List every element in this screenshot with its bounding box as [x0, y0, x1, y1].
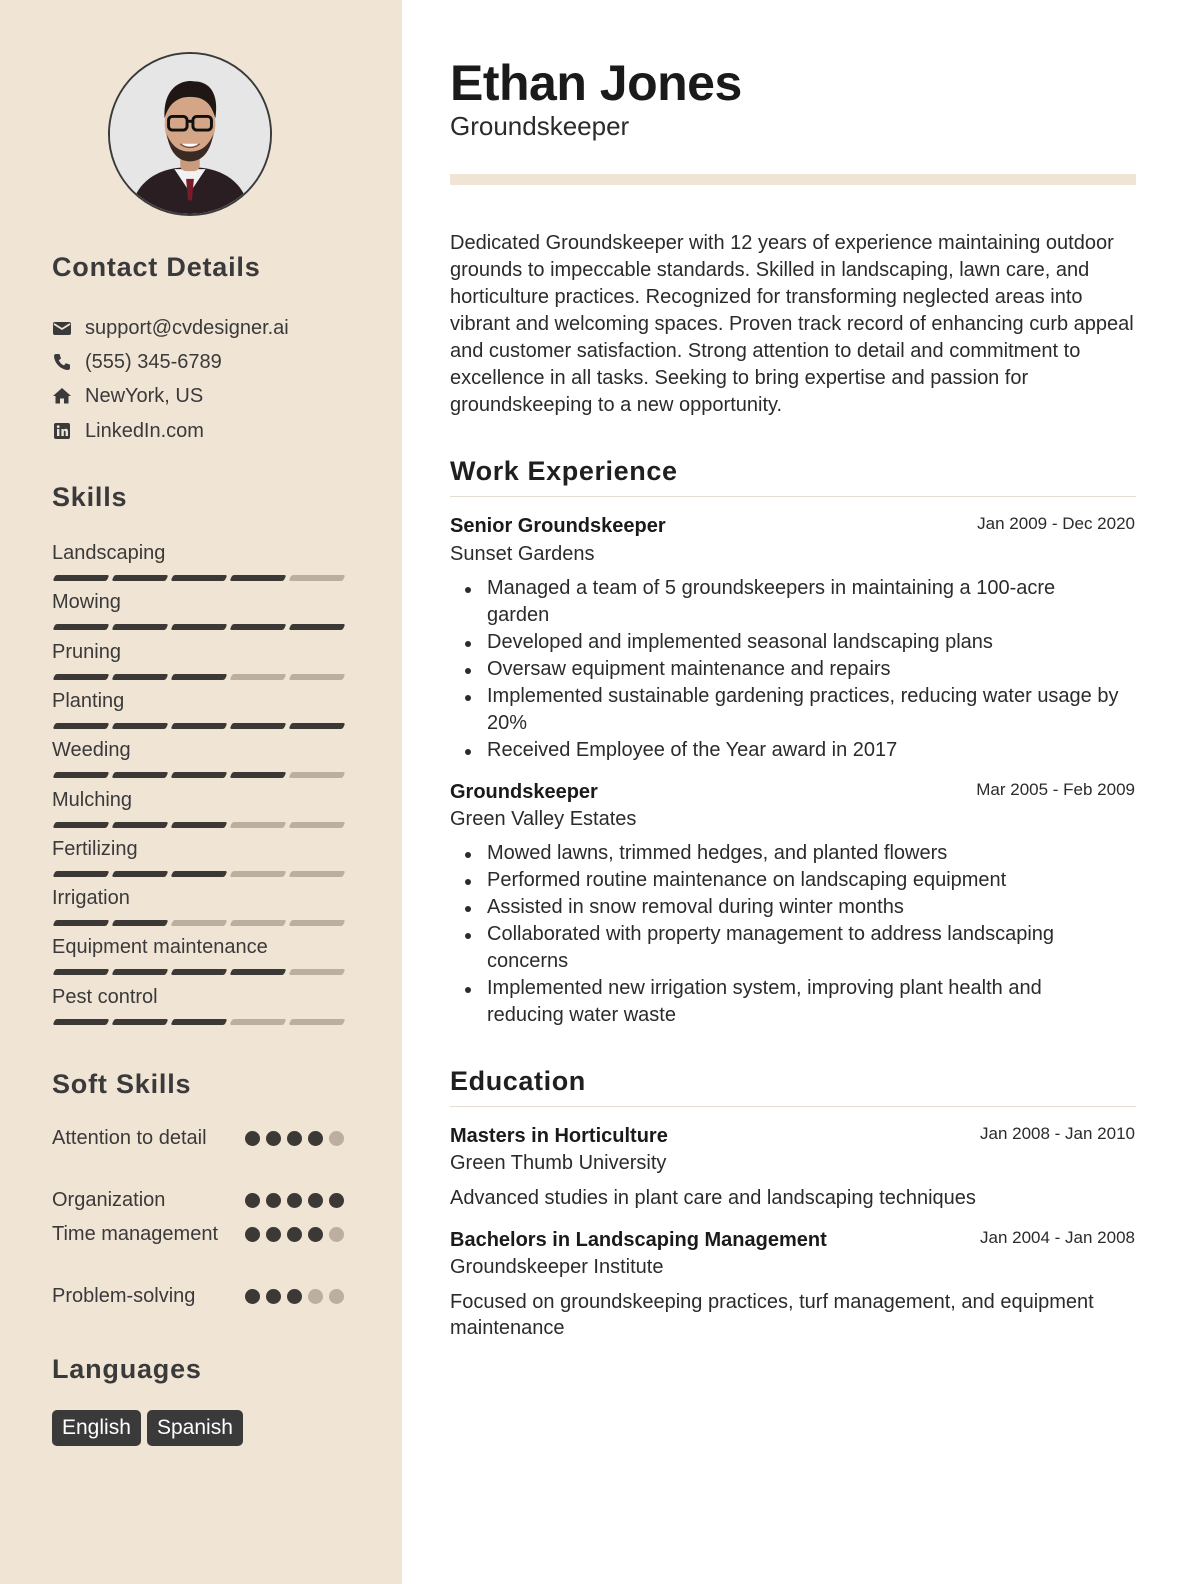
- skill-level-segment: [171, 822, 228, 828]
- list-item: Implemented sustainable gardening practices, reducing water usage by 20%: [450, 683, 1120, 737]
- skill-level-segment: [53, 674, 110, 680]
- skill-level-segment: [112, 1019, 169, 1025]
- list-item: Developed and implemented seasonal landscaping plans: [450, 629, 1120, 656]
- skill-level-segment: [230, 723, 287, 729]
- degree-title-1: Masters in Horticulture: [450, 1125, 668, 1147]
- soft-skill-name: Problem-solving: [52, 1285, 196, 1307]
- job-dates-1: Jan 2009 - Dec 2020: [977, 514, 1135, 533]
- skill-level-bars: [54, 723, 346, 729]
- candidate-name: Ethan Jones: [450, 55, 742, 111]
- skill-level-bars: [54, 969, 346, 975]
- candidate-title: Groundskeeper: [450, 111, 630, 141]
- work-experience-divider: [450, 496, 1136, 497]
- skill-level-segment: [289, 871, 346, 877]
- list-item: Mowed lawns, trimmed hedges, and planted flowers: [450, 840, 1120, 867]
- skill-level-segment: [112, 723, 169, 729]
- soft-skill-name: Attention to detail: [52, 1127, 207, 1149]
- contact-location: [52, 383, 203, 409]
- skill-level-segment: [289, 772, 346, 778]
- skill-row: [52, 935, 348, 959]
- rating-dot: [245, 1193, 260, 1208]
- profile-summary: Dedicated Groundskeeper with 12 years of experience maintaining outdoor grounds to impeccable standards. Skilled in landscaping, lawn care, and horticulture practices. Recognized for transforming neglected areas into vibrant and welcoming spaces. Proven track record of enhancing curb appeal and customer satisfaction. Strong attention to detail and commitment to excellence in all tasks. Seeking to bring expertise and passion for groundskeeping to a new opportunity.: [450, 232, 1134, 416]
- envelope-icon: [52, 318, 72, 338]
- soft-skill-row: [52, 1187, 352, 1213]
- skill-row: [52, 837, 348, 861]
- skill-level-segment: [112, 624, 169, 630]
- avatar: [108, 52, 272, 216]
- skill-level-segment: [171, 723, 228, 729]
- rating-dot: [245, 1289, 260, 1304]
- job-title-2: Groundskeeper: [450, 781, 598, 803]
- rating-dot: [329, 1227, 344, 1242]
- rating-dot: [287, 1193, 302, 1208]
- education-divider: [450, 1106, 1136, 1107]
- contact-location-text: NewYork, US: [85, 384, 204, 407]
- job-bullets-1: [450, 575, 1120, 764]
- list-item: Oversaw equipment maintenance and repairs: [450, 656, 1120, 683]
- rating-dot: [308, 1193, 323, 1208]
- rating-dot: [266, 1289, 281, 1304]
- skill-name: Fertilizing: [52, 838, 138, 860]
- skill-level-segment: [289, 575, 346, 581]
- skill-level-segment: [171, 1019, 228, 1025]
- skill-level-bars: [54, 871, 346, 877]
- job-title-1: Senior Groundskeeper: [450, 515, 666, 537]
- soft-skill-row: [52, 1221, 352, 1247]
- skill-name: Pest control: [52, 986, 158, 1008]
- list-item: Performed routine maintenance on landscaping equipment: [450, 867, 1120, 894]
- list-item: Assisted in snow removal during winter months: [450, 894, 1120, 921]
- skill-level-bars: [54, 920, 346, 926]
- skills-heading: Skills: [52, 482, 128, 512]
- rating-dot: [266, 1131, 281, 1146]
- skill-row: [52, 689, 348, 713]
- soft-skill-row: [52, 1283, 352, 1309]
- skill-level-segment: [171, 871, 228, 877]
- skill-level-segment: [289, 822, 346, 828]
- skill-level-bars: [54, 575, 346, 581]
- skill-level-segment: [289, 723, 346, 729]
- skill-level-segment: [53, 624, 110, 630]
- skill-name: Irrigation: [52, 887, 130, 909]
- skill-name: Landscaping: [52, 542, 166, 564]
- skill-level-segment: [289, 674, 346, 680]
- skill-row: [52, 985, 348, 1009]
- skill-level-segment: [230, 674, 287, 680]
- skill-level-segment: [230, 575, 287, 581]
- skill-name: Equipment maintenance: [52, 936, 268, 958]
- rating-dot: [308, 1289, 323, 1304]
- skill-level-segment: [230, 871, 287, 877]
- sidebar: [0, 0, 402, 1584]
- rating-dot: [308, 1227, 323, 1242]
- skill-name: Mulching: [52, 789, 133, 811]
- skill-row: [52, 886, 348, 910]
- skill-row: [52, 541, 348, 565]
- contact-phone-text: (555) 345-6789: [85, 350, 222, 373]
- rating-dot: [287, 1227, 302, 1242]
- job-dates-2: Mar 2005 - Feb 2009: [976, 780, 1135, 799]
- rating-dot: [287, 1131, 302, 1146]
- skill-level-segment: [230, 822, 287, 828]
- degree-description-2: Focused on groundskeeping practices, turf management, and equipment maintenance: [450, 1291, 1094, 1339]
- job-bullets-2: [450, 840, 1120, 1029]
- education-heading: Education: [450, 1066, 586, 1096]
- phone-icon: [52, 352, 72, 372]
- skill-level-bars: [54, 1019, 346, 1025]
- header-divider: [450, 174, 1136, 185]
- degree-dates-1: Jan 2008 - Jan 2010: [979, 1124, 1135, 1143]
- language-badge-english: English: [52, 1410, 141, 1446]
- degree-dates-2: Jan 2004 - Jan 2008: [979, 1228, 1135, 1247]
- soft-skill-name: Organization: [52, 1189, 166, 1211]
- skill-row: [52, 788, 348, 812]
- degree-title-2: Bachelors in Landscaping Management: [450, 1229, 827, 1251]
- skill-level-segment: [171, 674, 228, 680]
- rating-dot: [287, 1289, 302, 1304]
- skill-level-segment: [230, 772, 287, 778]
- skill-level-bars: [54, 624, 346, 630]
- skill-row: [52, 738, 348, 762]
- skill-level-segment: [112, 772, 169, 778]
- home-icon: [52, 386, 72, 406]
- degree-school-1: Green Thumb University: [450, 1152, 667, 1174]
- list-item: Implemented new irrigation system, improving plant health and reducing water waste: [450, 975, 1120, 1029]
- degree-description-1: Advanced studies in plant care and landscaping techniques: [450, 1187, 976, 1209]
- skill-name: Weeding: [52, 739, 131, 761]
- skill-level-segment: [112, 871, 169, 877]
- skill-level-bars: [54, 674, 346, 680]
- skill-level-segment: [112, 969, 169, 975]
- skill-level-segment: [289, 920, 346, 926]
- skill-level-segment: [53, 871, 110, 877]
- skill-level-segment: [112, 822, 169, 828]
- skill-row: [52, 640, 348, 664]
- skill-level-segment: [289, 969, 346, 975]
- skill-level-bars: [54, 772, 346, 778]
- skill-level-segment: [53, 723, 110, 729]
- job-company-1: Sunset Gardens: [450, 543, 595, 565]
- rating-dot: [329, 1131, 344, 1146]
- skill-level-segment: [171, 624, 228, 630]
- skill-level-segment: [171, 772, 228, 778]
- skill-level-segment: [289, 624, 346, 630]
- soft-skill-row: [52, 1125, 352, 1151]
- rating-dot: [266, 1227, 281, 1242]
- skill-name: Planting: [52, 690, 125, 712]
- contact-phone[interactable]: [52, 349, 222, 375]
- skill-name: Mowing: [52, 591, 121, 613]
- skill-level-segment: [230, 969, 287, 975]
- rating-dot: [245, 1131, 260, 1146]
- contact-heading: Contact Details: [52, 252, 261, 282]
- contact-linkedin[interactable]: [52, 418, 204, 444]
- skill-level-segment: [112, 674, 169, 680]
- skill-level-segment: [112, 920, 169, 926]
- skill-level-segment: [230, 1019, 287, 1025]
- skill-level-bars: [54, 822, 346, 828]
- rating-dot: [308, 1131, 323, 1146]
- skill-level-segment: [171, 575, 228, 581]
- skill-level-segment: [171, 969, 228, 975]
- skill-row: [52, 590, 348, 614]
- skill-level-segment: [53, 969, 110, 975]
- skill-level-segment: [230, 624, 287, 630]
- skill-level-segment: [53, 772, 110, 778]
- skill-level-segment: [171, 920, 228, 926]
- list-item: Received Employee of the Year award in 2017: [450, 737, 1120, 764]
- skill-level-segment: [53, 575, 110, 581]
- linkedin-icon: [52, 421, 72, 441]
- soft-skills-heading: Soft Skills: [52, 1069, 192, 1099]
- list-item: Collaborated with property management to address landscaping concerns: [450, 921, 1120, 975]
- contact-email[interactable]: [52, 315, 289, 341]
- skill-level-segment: [289, 1019, 346, 1025]
- language-badge-spanish: Spanish: [147, 1410, 243, 1446]
- degree-school-2: Groundskeeper Institute: [450, 1256, 664, 1278]
- skill-level-segment: [230, 920, 287, 926]
- main-content: [402, 0, 1200, 1584]
- contact-linkedin-text: LinkedIn.com: [85, 419, 204, 442]
- contact-email-text: support@cvdesigner.ai: [85, 316, 289, 339]
- skill-level-segment: [53, 822, 110, 828]
- rating-dot: [329, 1289, 344, 1304]
- skill-level-segment: [112, 575, 169, 581]
- job-company-2: Green Valley Estates: [450, 808, 637, 830]
- skill-name: Pruning: [52, 641, 121, 663]
- soft-skill-name: Time management: [52, 1223, 218, 1245]
- skill-level-segment: [53, 1019, 110, 1025]
- rating-dot: [245, 1227, 260, 1242]
- languages-heading: Languages: [52, 1354, 202, 1384]
- skill-level-segment: [53, 920, 110, 926]
- work-experience-heading: Work Experience: [450, 456, 678, 486]
- list-item: Managed a team of 5 groundskeepers in maintaining a 100-acre garden: [450, 575, 1120, 629]
- rating-dot: [329, 1193, 344, 1208]
- rating-dot: [266, 1193, 281, 1208]
